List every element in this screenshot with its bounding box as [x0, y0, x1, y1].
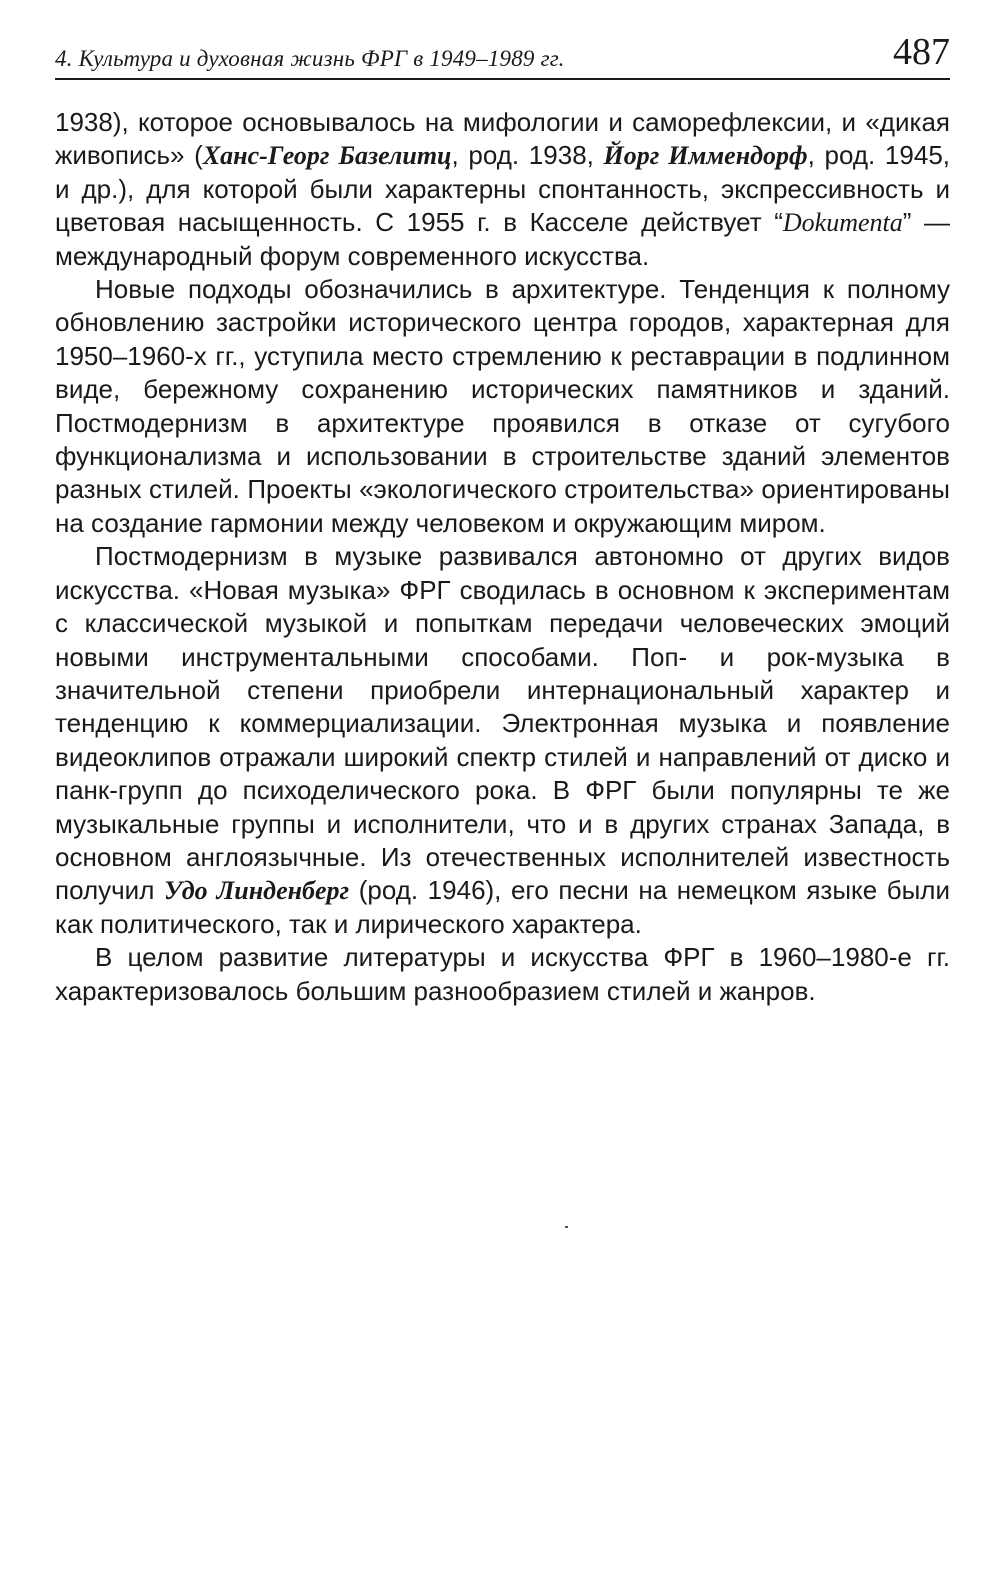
emphasized-name: Dokumenta [782, 208, 903, 238]
text-run: В целом развитие литературы и искусства ФРГ в 1960–1980-е гг. характеризовалось большим разнообразием стилей и жанров. [55, 942, 950, 1006]
scan-speck [565, 1226, 568, 1228]
book-page [55, 30, 950, 1008]
page-number: 487 [893, 31, 950, 73]
paragraph-4 [55, 941, 950, 1008]
running-header [55, 30, 950, 80]
text-run: Постмодернизм в музыке развивался автономно от других видов искусства. «Новая музыка» ФРГ сводилась в основном к экспериментам с классической музыкой и попыткам передачи человеческих эмоций новыми инструментальными способами. Поп- и рок-музыка в значительной степени приобрели интернациональный характер и тенденцию к коммерциализации. Электронная музыка и появление видеоклипов отражали широкий спектр стилей и направлений от диско и панк-групп до психоделического рока. В ФРГ были популярны те же музыкальные группы и исполнители, что и в других странах Запада, в основном англоязычные. Из отечественных исполнителей известность получил [55, 541, 950, 906]
paragraph-1 [55, 106, 950, 273]
paragraph-2 [55, 273, 950, 540]
text-run: , род. 1938, [451, 140, 604, 171]
paragraph-3 [55, 540, 950, 941]
body-text [55, 106, 950, 1008]
emphasized-name: Удо Линденберг [163, 876, 350, 906]
text-run: 1938), которое основывалось на мифологии и саморефлексии, и «дикая живопись» ( [55, 107, 950, 171]
emphasized-name: Ханс-Георг Базелитц [202, 141, 452, 171]
text-run: Новые подходы обозначились в архитектуре. Тенденция к полному обновлению застройки исторического центра городов, характерная для 1950–1960-х гг., уступила место стремлению к реставрации в подлинном виде, бережному сохранению исторических памятников и зданий. Постмодернизм в архитектуре проявился в отказе от сугубого функционализма и использовании в строительстве зданий элементов разных стилей. Проекты «экологического строительства» ориентированы на создание гармонии между человеком и окружающим миром. [55, 274, 950, 538]
text-run: , род. 1945, и др.), для которой были характерны спонтанность, экспрессивность и цветовая насыщенность. С 1955 г. в Касселе действует “ [55, 140, 950, 238]
emphasized-name: Йорг Иммендорф [603, 141, 808, 171]
running-title: 4. Культура и духовная жизнь ФРГ в 1949–1989 гг. [55, 46, 565, 71]
text-run: ” — международный форум современного искусства. [55, 207, 950, 271]
text-run: (род. 1946), его песни на немецком языке были как политического, так и лирического характера. [55, 875, 950, 939]
